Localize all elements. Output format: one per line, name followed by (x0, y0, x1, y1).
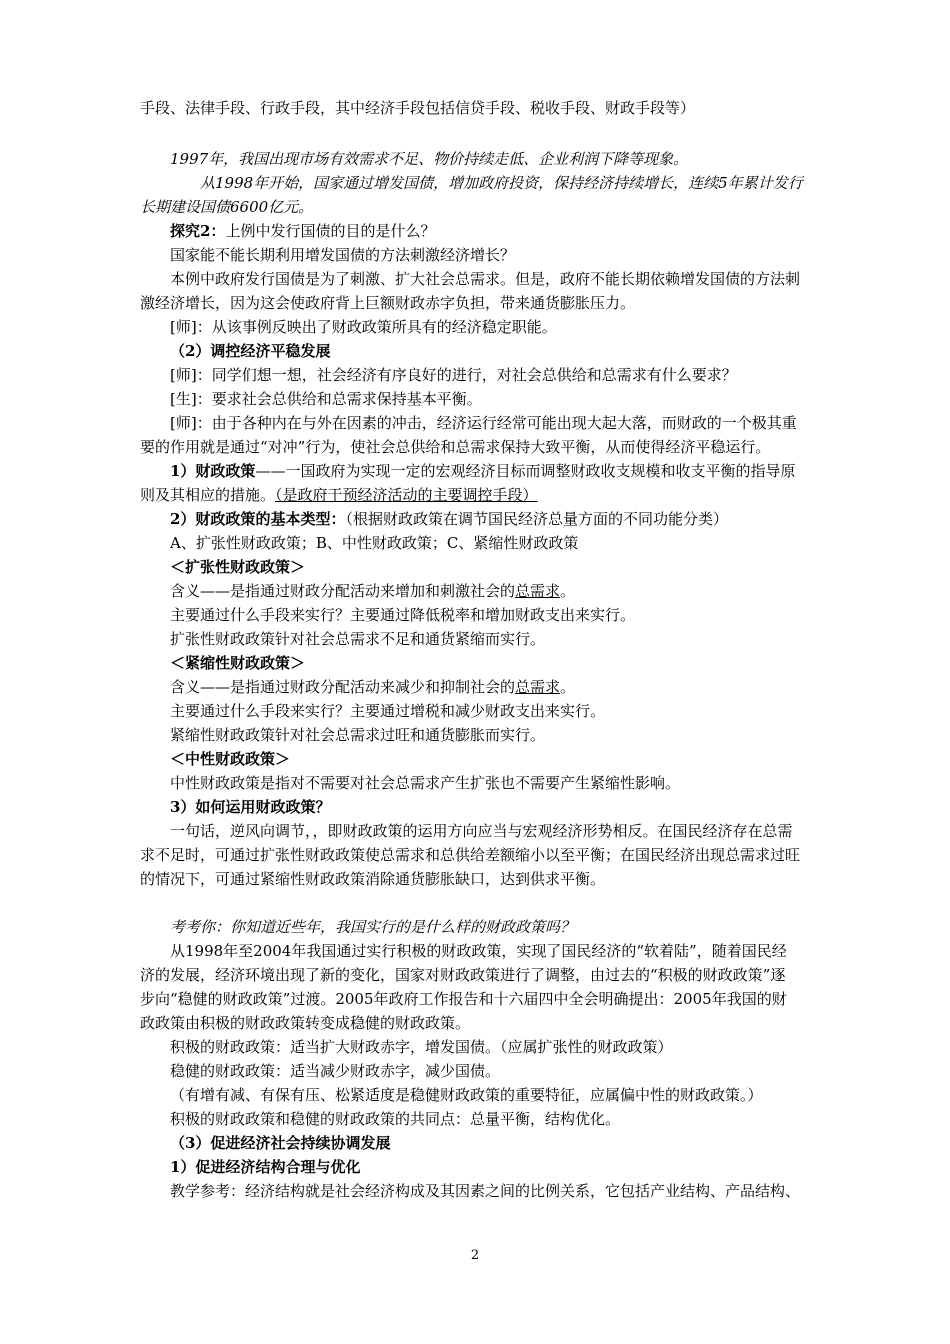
text-line: 主要通过什么手段来实行？主要通过增税和减少财政支出来实行。 (170, 702, 606, 720)
text-line: [生]：要求社会总供给和总需求保持基本平衡。 (170, 390, 482, 408)
case-text: 从1998年开始，国家通过增发国债，增加政府投资，保持经济持续增长，连续5年累计发行 (200, 174, 803, 192)
text-line: 本例中政府发行国债是为了刺激、扩大社会总需求。但是，政府不能长期依赖增发国债的方法刺 (170, 270, 801, 288)
text-line: 求不足时，可通过扩张性财政政策使总需求和总供给差额缩小以至平衡；在国民经济出现总需求过旺 (140, 846, 801, 864)
quiz-question: 考考你：你知道近些年，我国实行的是什么样的财政政策吗？ (170, 918, 576, 936)
case-text: 长期建设国债6600亿元。 (140, 198, 314, 216)
text-line: [师]：由于各种内在与外在因素的冲击，经济运行经常可能出现大起大落，而财政的一个极其重 (170, 414, 797, 432)
text-line: 政政策由积极的财政政策转变成稳健的财政政策。 (140, 1014, 471, 1032)
definition-text: 则及其相应的措施。 (140, 486, 276, 504)
policy-heading: ＜中性财政政策＞ (170, 750, 291, 768)
text-line: （有增有减、有保有压、松紧适度是稳健财政政策的重要特征，应属偏中性的财政政策。） (170, 1086, 763, 1104)
subheading: 3）如何运用财政政策？ (170, 798, 331, 816)
section-heading: （3）促进经济社会持续协调发展 (170, 1134, 391, 1152)
question-line (170, 219, 850, 243)
text-line: 要的作用就是通过“对冲”行为，使社会总供给和总需求保持大致平衡，从而使得经济平稳运行。 (140, 438, 771, 456)
underlined-term: 总需求 (515, 582, 561, 600)
text-line: 激经济增长，因为这会使政府背上巨额财政赤字负担，带来通货膨胀压力。 (140, 294, 636, 312)
subheading-line (170, 507, 850, 531)
underlined-note: （是政府干预经济活动的主要调控手段） (275, 486, 538, 504)
text-line: 稳健的财政政策：适当减少财政赤字，减少国债。 (170, 1062, 501, 1080)
definition-text: 含义——是指通过财政分配活动来增加和刺激社会的 (170, 582, 516, 600)
definition-text: ——一国政府为实现一定的宏观经济目标而调整财政收支规模和收支平衡的指导原 (255, 462, 796, 480)
text-line (170, 579, 850, 603)
subheading-label: 2）财政政策的基本类型： (170, 510, 346, 528)
text-line: 济的发展，经济环境出现了新的变化，国家对财政政策进行了调整，由过去的“积极的财政政策”逐 (140, 966, 786, 984)
underlined-term: 总需求 (515, 678, 561, 696)
text-line: 积极的财政政策：适当扩大财政赤字，增发国债。（应属扩张性的财政政策） (170, 1038, 673, 1056)
punctuation: 。 (560, 582, 576, 600)
text-line: 的情况下，可通过紧缩性财政政策消除通货膨胀缺口，达到供求平衡。 (140, 870, 606, 888)
text-line: 步向“稳健的财政政策”过渡。2005年政府工作报告和十六届四中全会明确提出：2005年我国的财 (140, 990, 787, 1008)
page-number: 2 (470, 1248, 480, 1263)
policy-heading: ＜紧缩性财政政策＞ (170, 654, 306, 672)
punctuation: 。 (560, 678, 576, 696)
text-line: A、扩张性财政政策；B、中性财政政策；C、紧缩性财政政策 (170, 534, 579, 552)
text-line (170, 675, 850, 699)
text-line: 紧缩性财政政策针对社会总需求过旺和通货膨胀而实行。 (170, 726, 546, 744)
definition-line (170, 459, 850, 483)
definition-text: 含义——是指通过财政分配活动来减少和抑制社会的 (170, 678, 516, 696)
text-line: 积极的财政政策和稳健的财政政策的共同点：总量平衡，结构优化。 (170, 1110, 621, 1128)
policy-heading: ＜扩张性财政政策＞ (170, 558, 306, 576)
text-line (140, 483, 820, 507)
question-label: 探究2： (170, 222, 226, 240)
text-line: 一句话，逆风向调节，，即财政政策的运用方向应当与宏观经济形势相反。在国民经济存在总需 (170, 822, 793, 840)
term-label: 1）财政政策 (170, 462, 256, 480)
section-heading: （2）调控经济平稳发展 (170, 342, 331, 360)
text-line: [师]：从该事例反映出了财政政策所具有的经济稳定职能。 (170, 318, 557, 336)
text-line: 从1998年至2004年我国通过实行积极的财政政策，实现了国民经济的“软着陆”，随着国民经 (170, 942, 787, 960)
text-line: 中性财政政策是指对不需要对社会总需求产生扩张也不需要产生紧缩性影响。 (170, 774, 681, 792)
text-line: 主要通过什么手段来实行？主要通过降低税率和增加财政支出来实行。 (170, 606, 636, 624)
text-line: 手段、法律手段、行政手段，其中经济手段包括信贷手段、税收手段、财政手段等） (140, 99, 696, 117)
subheading: 1）促进经济结构合理与优化 (170, 1158, 361, 1176)
text-line: 教学参考：经济结构就是社会经济构成及其因素之间的比例关系，它包括产业结构、产品结构、 (170, 1182, 801, 1200)
text-line: 扩张性财政政策针对社会总需求不足和通货紧缩而实行。 (170, 630, 546, 648)
subheading-note: （根据财政政策在调节国民经济总量方面的不同功能分类） (345, 510, 728, 528)
case-text: 1997年，我国出现市场有效需求不足、物价持续走低、企业利润下降等现象。 (170, 150, 689, 168)
question-text: 上例中发行国债的目的是什么？ (225, 222, 436, 240)
text-line: [师]：同学们想一想，社会经济有序良好的进行，对社会总供给和总需求有什么要求？ (170, 366, 737, 384)
text-line: 国家能不能长期利用增发国债的方法刺激经济增长？ (170, 246, 516, 264)
